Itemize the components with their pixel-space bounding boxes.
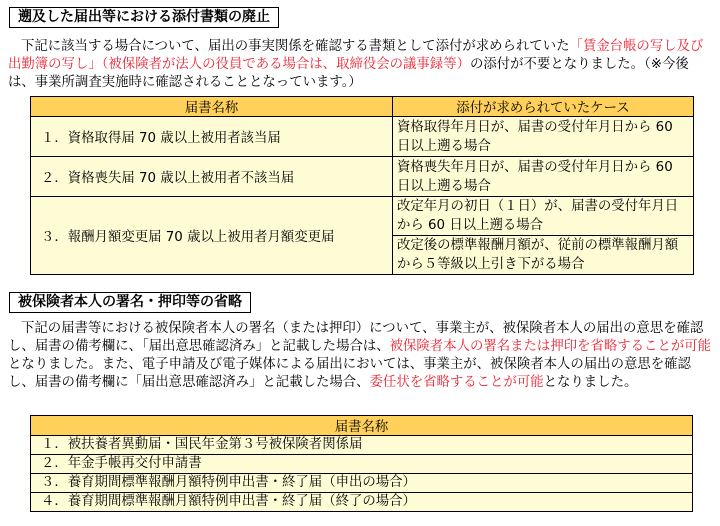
section2-paragraph: [8, 320, 714, 392]
section2-para-red2: 委任状を省略することが可能: [369, 375, 544, 390]
table1-row2-name: ２．資格喪失届 70 歳以上被用者不該当届: [31, 157, 393, 197]
table1-row3-name: ３．報酬月額変更届 70 歳以上被用者月額変更届: [31, 197, 393, 275]
section2-table: [30, 415, 693, 512]
section2-para-red1: 被保険者本人の署名または押印を省略することが可能: [389, 339, 712, 354]
table1-header-name: 届書名称: [31, 97, 393, 117]
section1-para-red: 「賃金台帳の写し及び出勤簿の写し」（被保険者が法人の役員である場合は、取締役会の議事録等）: [8, 39, 704, 72]
table2-row: ２．年金手帳再交付申請書: [31, 455, 693, 474]
section1-para-a: 下記に該当する場合について、届出の事実関係を確認する書類として添付が求められていた: [21, 39, 570, 54]
table1-row2-case: 資格喪失年月日が、届書の受付年月日から 60 日以上遡る場合: [393, 157, 694, 197]
table1-row1-name: １．資格取得届 70 歳以上被用者該当届: [31, 117, 393, 157]
section2-para-a: 下記の届書等における被保険者本人の署名（または押印）について、事業主が、被保険者本人の届出の意思を確認し、届書の備考欄に、「届出意思確認済み」と記載した場合は、: [8, 321, 704, 354]
section1-para-b: の添付が不要となりました。（※今後は、事業所調査実施時に確認されることとなっています。）: [8, 57, 689, 90]
section2-para-c: となりました。: [543, 375, 638, 390]
table2-row: １．被扶養者異動届・国民年金第３号被保険者関係届: [31, 436, 693, 455]
table1-header-case: 添付が求められていたケース: [393, 97, 694, 117]
section1-paragraph: [8, 38, 714, 92]
table1-row3-case1: 改定年月の初日（１日）が、届書の受付年月日から 60 日以上遡る場合: [393, 197, 694, 236]
section1-table: [30, 96, 694, 275]
table2-header-name: 届書名称: [31, 416, 693, 436]
section2-title: 被保険者本人の署名・押印等の省略: [9, 292, 251, 313]
section1-title: 遡及した届出等における添付書類の廃止: [9, 7, 279, 28]
section2-para-b: となりました。また、電子申請及び電子媒体による届出においては、事業主が、被保険者本人の届出の意思を確認し、届書の備考欄に「届出意思確認済み」と記載した場合、: [8, 357, 691, 390]
table2-row: ３．養育期間標準報酬月額特例申出書・終了届（申出の場合）: [31, 474, 693, 493]
table1-row3-case2: 改定後の標準報酬月額が、従前の標準報酬月額から５等級以上引き下がる場合: [393, 236, 694, 275]
table2-row: ４．養育期間標準報酬月額特例申出書・終了届（終了の場合）: [31, 493, 693, 512]
table1-row1-case: 資格取得年月日が、届書の受付年月日から 60 日以上遡る場合: [393, 117, 694, 157]
